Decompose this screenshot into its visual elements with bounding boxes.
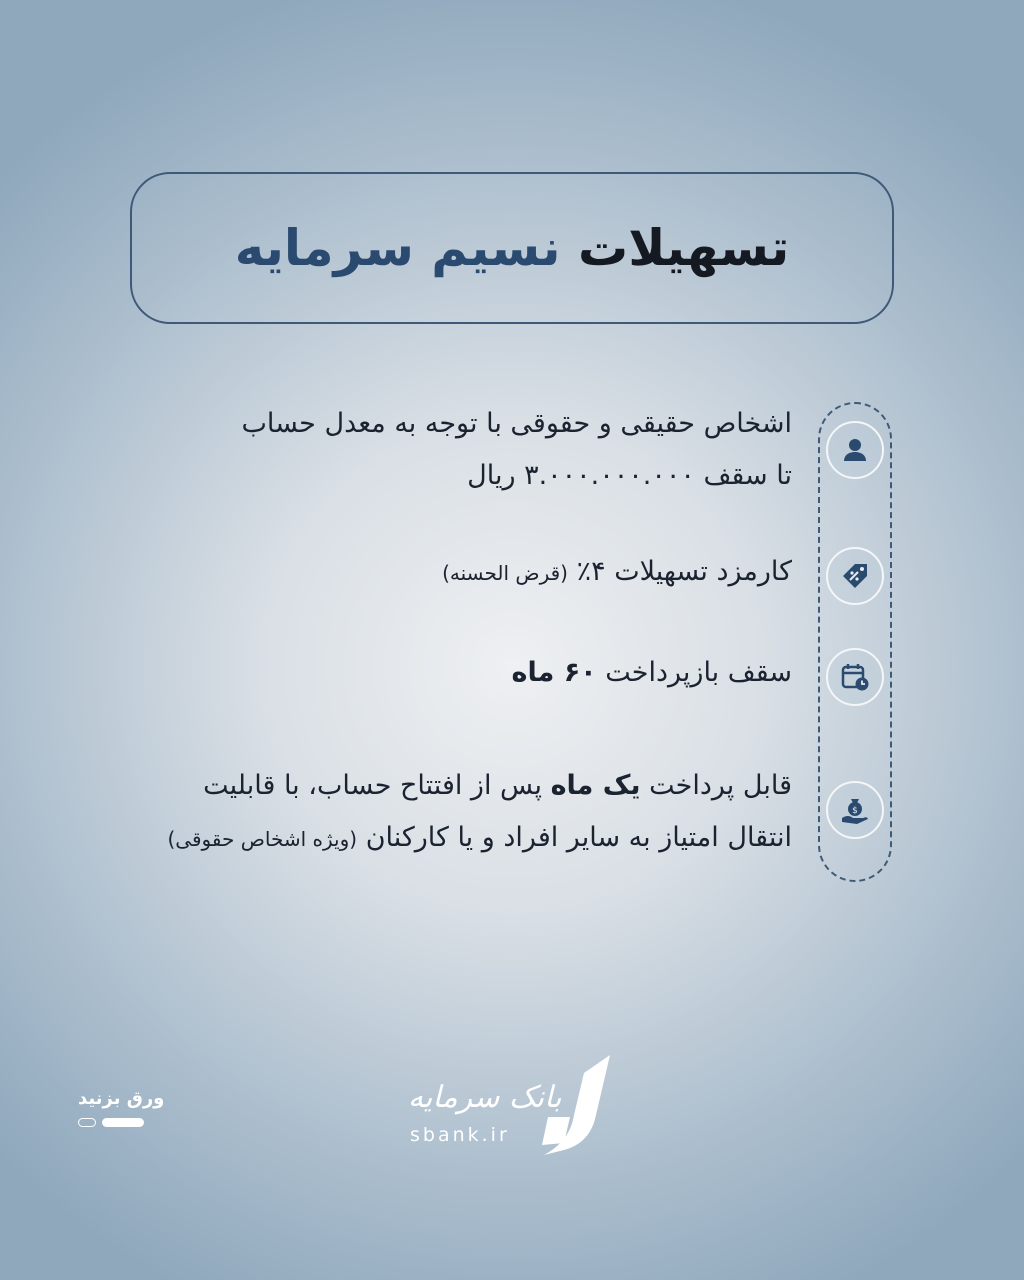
item-fee-note: (قرض الحسنه)	[442, 561, 568, 585]
user-icon	[826, 421, 884, 479]
item-eligibility-line1: اشخاص حقیقی و حقوقی با توجه به معدل حساب	[241, 408, 792, 439]
item-payment-b: یک ماه	[550, 770, 641, 801]
item-repayment-months: ۶۰ ماه	[511, 657, 597, 688]
item-repayment-text: سقف بازپرداخت	[605, 657, 792, 688]
swipe-dot-inactive	[78, 1118, 96, 1127]
item-eligibility	[241, 398, 792, 502]
item-fee-text: کارمزد تسهیلات ۴٪	[576, 556, 792, 587]
item-payment	[167, 760, 792, 865]
swipe-dot-active	[102, 1118, 144, 1127]
money-bag-hand-icon	[826, 781, 884, 839]
item-payment-c: پس از افتتاح حساب، با قابلیت	[203, 770, 542, 801]
item-repayment	[512, 647, 793, 699]
bank-logo-icon	[540, 1055, 614, 1155]
calendar-clock-icon	[826, 648, 884, 706]
bank-logo-text: بانک سرمایه	[408, 1080, 562, 1115]
item-eligibility-line2: تا سقف ۳.۰۰۰.۰۰۰.۰۰۰ ریال	[467, 460, 792, 491]
item-payment-line2: انتقال امتیاز به سایر افراد و یا کارکنان	[365, 822, 792, 853]
bank-url: sbank.ir	[410, 1124, 510, 1146]
item-fee	[442, 546, 792, 599]
swipe-label: ورق بزنید	[78, 1088, 165, 1109]
item-payment-a: قابل پرداخت	[649, 770, 792, 801]
item-payment-note: (ویژه اشخاص حقوقی)	[167, 827, 358, 851]
title-box	[130, 172, 894, 324]
title-part1: تسهیلات	[577, 219, 790, 277]
swipe-indicator	[78, 1118, 144, 1127]
discount-tag-icon	[826, 547, 884, 605]
page-title	[235, 219, 789, 277]
svg-text:$: $	[852, 806, 858, 816]
title-part2: نسیم سرمایه	[234, 219, 561, 277]
